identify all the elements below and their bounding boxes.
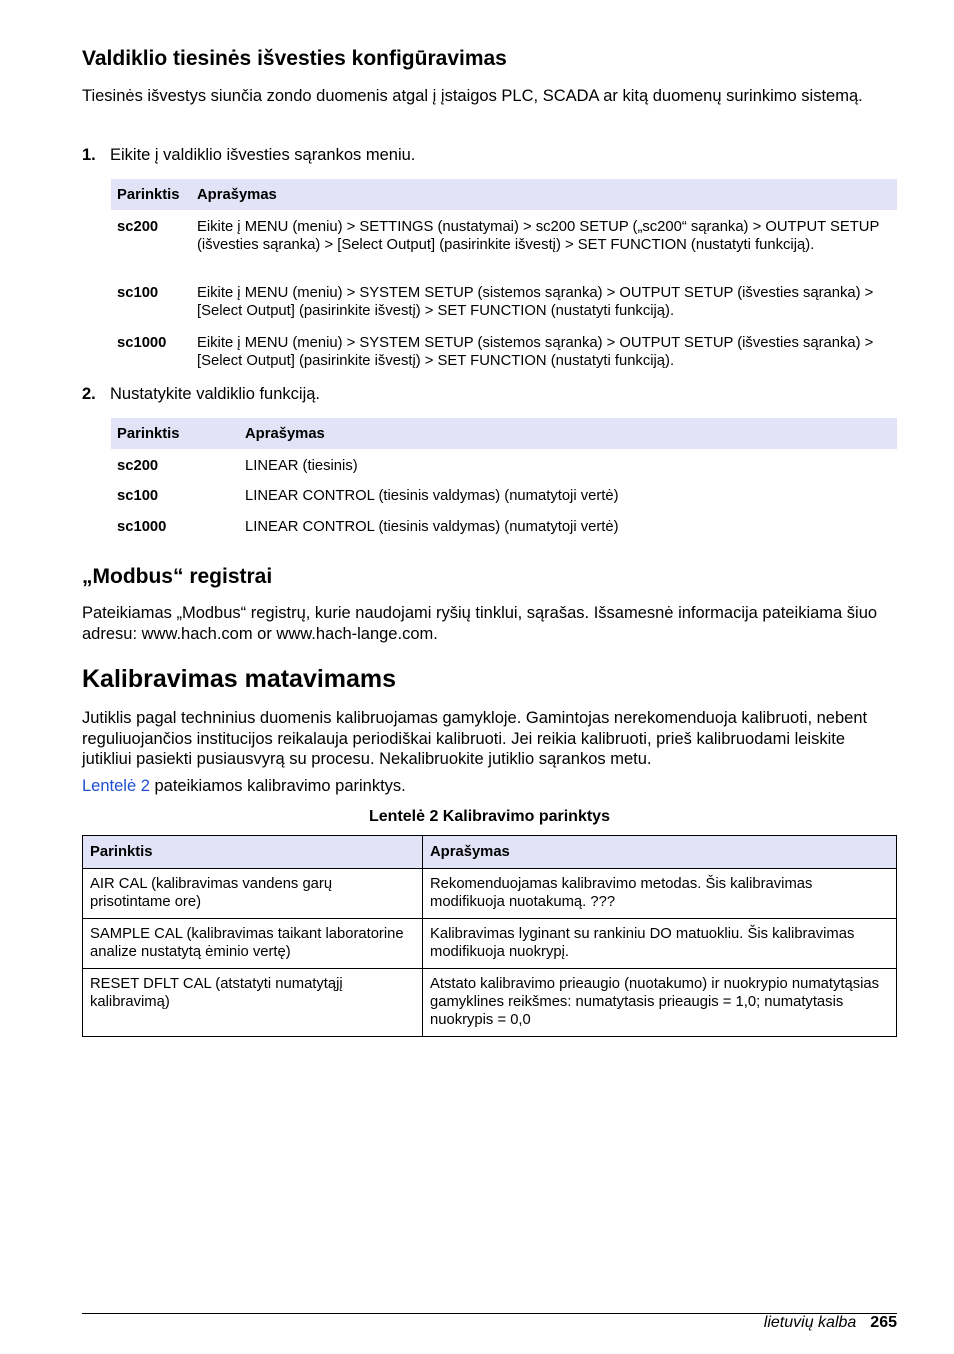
table-reference-text: pateikiamos kalibravimo parinktys. (149, 777, 406, 795)
page-title-calibration: Kalibravimas matavimams (82, 665, 397, 693)
calibration-options-table (82, 835, 897, 1037)
option-cell: sc200 (117, 219, 159, 235)
description-cell: LINEAR (tiesinis) (245, 458, 358, 474)
section-title-modbus: „Modbus“ registrai (82, 565, 273, 588)
description-cell: Rekomenduojamas kalibravimo metodas. Šis kalibravimas modifikuoja nuotakumą. ??? (423, 869, 897, 919)
header-description: Aprašymas (423, 836, 897, 869)
step-text: Nustatykite valdiklio funkciją. (110, 385, 321, 403)
option-cell: RESET DFLT CAL (atstatyti numatytąjį kalibravimą) (83, 969, 423, 1037)
table-row (111, 449, 897, 481)
option-cell: sc100 (117, 488, 159, 504)
option-cell: sc200 (117, 458, 159, 474)
header-description: Aprašymas (239, 418, 897, 449)
table-row (83, 869, 897, 919)
table-header-row (111, 179, 897, 210)
option-cell: AIR CAL (kalibravimas vandens garų prisotintame ore) (83, 869, 423, 919)
option-cell: sc100 (117, 285, 159, 301)
table-caption: Lentelė 2 Kalibravimo parinktys (369, 808, 610, 825)
table-2-link[interactable]: Lentelė 2 (82, 777, 150, 795)
table-header-row (111, 418, 897, 449)
description-cell: Eikite į MENU (meniu) > SYSTEM SETUP (sistemos sąranka) > OUTPUT SETUP (išvesties sąranka) > [Select Output] (pasirinkite išvestį) > SET FUNCTION (nustatyti funkciją). (197, 285, 874, 319)
description-cell: Kalibravimas lyginant su rankiniu DO matuokliu. Šis kalibravimas modifikuoja nuokrypį. (423, 919, 897, 969)
header-option: Parinktis (111, 179, 191, 210)
page-number: 265 (870, 1314, 897, 1331)
table-reference-paragraph (82, 776, 897, 797)
step-1 (82, 146, 415, 165)
function-table (111, 418, 897, 543)
option-cell: SAMPLE CAL (kalibravimas taikant laboratorine analize nustatytą ėminio vertę) (83, 919, 423, 969)
table-row (83, 919, 897, 969)
step-number: 2. (82, 385, 96, 403)
table-header-row (83, 836, 897, 869)
table-row (111, 278, 897, 328)
step-2 (82, 385, 320, 404)
modbus-paragraph: Pateikiamas „Modbus“ registrų, kurie naudojami ryšių tinklui, sąrašas. Išsamesnė informacija pateikiama šiuo adresu: www.hach.com or www.hach-lange.com. (82, 604, 878, 643)
header-option: Parinktis (111, 418, 239, 449)
table-row (111, 512, 897, 543)
intro-paragraph: Tiesinės išvestys siunčia zondo duomenis atgal į įstaigos PLC, SCADA ar kitą duomenų surinkimo sistemą. (82, 87, 863, 105)
description-cell: LINEAR CONTROL (tiesinis valdymas) (numatytoji vertė) (245, 519, 619, 535)
option-cell: sc1000 (117, 335, 167, 351)
header-description: Aprašymas (191, 179, 897, 210)
description-cell: LINEAR CONTROL (tiesinis valdymas) (numatytoji vertė) (245, 488, 619, 504)
table-row (111, 328, 897, 376)
calibration-paragraph: Jutiklis pagal techninius duomenis kalibruojamas gamykloje. Gamintojas nerekomenduoja kalibruoti, nebent reguliuojančios institucijos reikalauja periodiškai kalibruoti. Jei reikia kalibruoti, prieš kalibruodami leiskite jutikliui pasiekti pusiausvyrą su procesu. Nekalibruokite jutiklio sąrankos metu. (82, 709, 868, 768)
step-number: 1. (82, 146, 96, 164)
header-option: Parinktis (83, 836, 423, 869)
description-cell: Atstato kalibravimo prieaugio (nuotakumo) ir nuokrypio numatytąsias gamyklines reikšmes: numatytasis prieaugis = 1,0; numatytasis nuokrypis = 0,0 (423, 969, 897, 1037)
description-cell: Eikite į MENU (meniu) > SYSTEM SETUP (sistemos sąranka) > OUTPUT SETUP (išvesties sąranka) > [Select Output] (pasirinkite išvestį) > SET FUNCTION (nustatyti funkciją). (197, 335, 874, 369)
section-title-output-config: Valdiklio tiesinės išvesties konfigūravimas (82, 47, 507, 70)
option-cell: sc1000 (117, 519, 167, 535)
output-menu-table (111, 179, 897, 376)
footer-language: lietuvių kalba (763, 1314, 857, 1331)
step-text: Eikite į valdiklio išvesties sąrankos meniu. (110, 146, 416, 164)
page-footer (764, 1314, 897, 1332)
table-row (111, 481, 897, 512)
description-cell: Eikite į MENU (meniu) > SETTINGS (nustatymai) > sc200 SETUP („sc200“ sąranka) > OUTPUT SETUP (išvesties sąranka) > [Select Output] (pasirinkite išvestį) > SET FUNCTION (nustatyti funkciją). (197, 219, 880, 253)
table-row (111, 210, 897, 278)
table-row (83, 969, 897, 1037)
